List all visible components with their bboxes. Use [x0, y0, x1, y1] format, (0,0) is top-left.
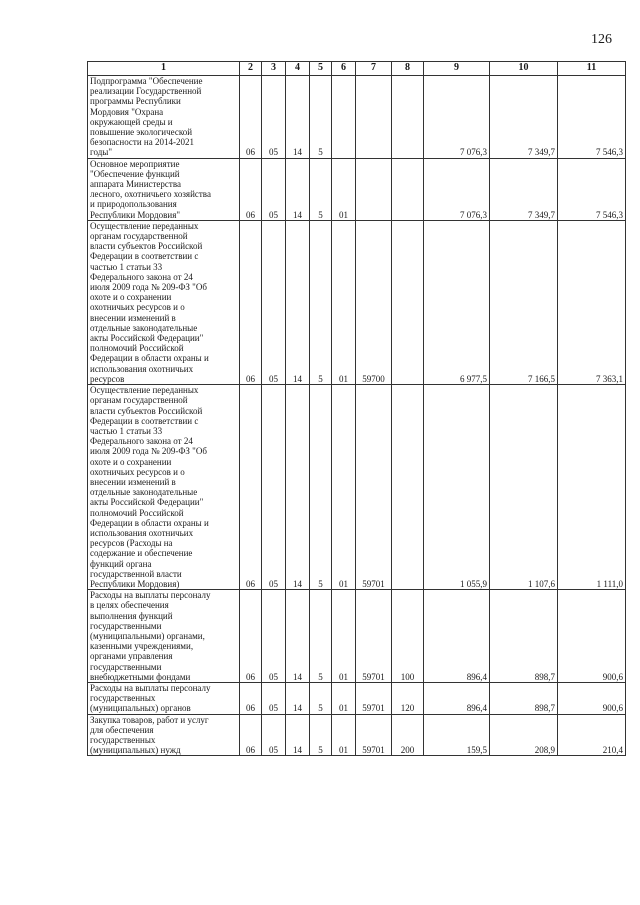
row-name: Расходы на выплаты персоналу государственных (муниципальных) органов	[88, 682, 240, 714]
cell-col-6	[332, 76, 356, 159]
cell-col-8: 120	[392, 682, 424, 714]
cell-col-11: 7 363,1	[558, 220, 626, 384]
cell-col-8	[392, 220, 424, 384]
cell-col-5: 5	[310, 682, 332, 714]
cell-col-3: 05	[262, 76, 286, 159]
header-col-5: 5	[310, 62, 332, 76]
cell-col-2: 06	[240, 714, 262, 756]
cell-col-2: 06	[240, 76, 262, 159]
cell-col-6: 01	[332, 385, 356, 590]
cell-col-6: 01	[332, 590, 356, 683]
cell-col-2: 06	[240, 590, 262, 683]
cell-col-10: 7 349,7	[490, 158, 558, 220]
table-row	[88, 682, 626, 714]
cell-col-2: 06	[240, 158, 262, 220]
cell-col-11: 210,4	[558, 714, 626, 756]
header-col-11: 11	[558, 62, 626, 76]
cell-col-5: 5	[310, 158, 332, 220]
header-col-7: 7	[356, 62, 392, 76]
cell-col-4: 14	[286, 385, 310, 590]
cell-col-5: 5	[310, 385, 332, 590]
cell-col-2: 06	[240, 220, 262, 384]
cell-col-9: 159,5	[424, 714, 490, 756]
cell-col-10: 7 166,5	[490, 220, 558, 384]
header-col-10: 10	[490, 62, 558, 76]
cell-col-4: 14	[286, 220, 310, 384]
cell-col-8	[392, 76, 424, 159]
cell-col-7	[356, 76, 392, 159]
cell-col-6: 01	[332, 220, 356, 384]
cell-col-2: 06	[240, 682, 262, 714]
cell-col-9: 896,4	[424, 590, 490, 683]
cell-col-3: 05	[262, 158, 286, 220]
cell-col-2: 06	[240, 385, 262, 590]
cell-col-3: 05	[262, 714, 286, 756]
cell-col-4: 14	[286, 590, 310, 683]
header-col-6: 6	[332, 62, 356, 76]
cell-col-9: 896,4	[424, 682, 490, 714]
cell-col-11: 7 546,3	[558, 76, 626, 159]
table-row	[88, 220, 626, 384]
cell-col-4: 14	[286, 714, 310, 756]
row-name: Осуществление переданных органам государственной власти субъектов Российской Федерации в соответствии с частью 1 статьи 33 Федерального закона от 24 июля 2009 года № 209-ФЗ "Об охоте и о сохранении охотничьих ресурсов и о внесении изменений в отдельные законодательные акты Российской Федерации" полномочий Российской Федерации в области охраны и использования охотничьих ресурсов	[88, 220, 240, 384]
header-col-4: 4	[286, 62, 310, 76]
header-col-3: 3	[262, 62, 286, 76]
cell-col-4: 14	[286, 76, 310, 159]
cell-col-5: 5	[310, 76, 332, 159]
cell-col-8: 100	[392, 590, 424, 683]
table-row	[88, 158, 626, 220]
budget-table	[87, 61, 626, 756]
page-number: 126	[591, 32, 612, 47]
cell-col-4: 14	[286, 682, 310, 714]
cell-col-10: 7 349,7	[490, 76, 558, 159]
cell-col-5: 5	[310, 714, 332, 756]
cell-col-10: 208,9	[490, 714, 558, 756]
cell-col-11: 900,6	[558, 590, 626, 683]
cell-col-5: 5	[310, 220, 332, 384]
cell-col-6: 01	[332, 682, 356, 714]
cell-col-9: 7 076,3	[424, 76, 490, 159]
cell-col-7	[356, 158, 392, 220]
cell-col-10: 898,7	[490, 590, 558, 683]
row-name: Расходы на выплаты персоналу в целях обеспечения выполнения функций государственными (муниципальными) органами, казенными учреждениями, органами управления государственными внебюджетными фондами	[88, 590, 240, 683]
table-row	[88, 385, 626, 590]
header-row	[88, 62, 626, 76]
cell-col-7: 59701	[356, 590, 392, 683]
cell-col-6: 01	[332, 158, 356, 220]
cell-col-9: 1 055,9	[424, 385, 490, 590]
cell-col-5: 5	[310, 590, 332, 683]
cell-col-3: 05	[262, 385, 286, 590]
cell-col-8	[392, 385, 424, 590]
cell-col-3: 05	[262, 590, 286, 683]
cell-col-7: 59701	[356, 714, 392, 756]
cell-col-8: 200	[392, 714, 424, 756]
header-col-9: 9	[424, 62, 490, 76]
cell-col-7: 59701	[356, 385, 392, 590]
cell-col-7: 59701	[356, 682, 392, 714]
row-name: Основное мероприятие "Обеспечение функций аппарата Министерства лесного, охотничьего хозяйства и природопользования Республики Мордовия"	[88, 158, 240, 220]
cell-col-10: 1 107,6	[490, 385, 558, 590]
cell-col-7: 59700	[356, 220, 392, 384]
cell-col-10: 898,7	[490, 682, 558, 714]
header-col-1: 1	[88, 62, 240, 76]
table-row	[88, 714, 626, 756]
cell-col-9: 7 076,3	[424, 158, 490, 220]
header-col-2: 2	[240, 62, 262, 76]
row-name: Осуществление переданных органам государственной власти субъектов Российской Федерации в соответствии с частью 1 статьи 33 Федерального закона от 24 июля 2009 года № 209-ФЗ "Об охоте и о сохранении охотничьих ресурсов и о внесении изменений в отдельные законодательные акты Российской Федерации" полномочий Российской Федерации в области охраны и использования охотничьих ресурсов (Расходы на содержание и обеспечение функций органа государственной власти Республики Мордовия)	[88, 385, 240, 590]
table-row	[88, 590, 626, 683]
cell-col-8	[392, 158, 424, 220]
cell-col-11: 1 111,0	[558, 385, 626, 590]
cell-col-11: 7 546,3	[558, 158, 626, 220]
cell-col-3: 05	[262, 220, 286, 384]
cell-col-3: 05	[262, 682, 286, 714]
cell-col-9: 6 977,5	[424, 220, 490, 384]
row-name: Закупка товаров, работ и услуг для обеспечения государственных (муниципальных) нужд	[88, 714, 240, 756]
header-col-8: 8	[392, 62, 424, 76]
cell-col-4: 14	[286, 158, 310, 220]
cell-col-6: 01	[332, 714, 356, 756]
cell-col-11: 900,6	[558, 682, 626, 714]
row-name: Подпрограмма "Обеспечение реализации Государственной программы Республики Мордовия "Охрана окружающей среды и повышение экологической безопасности на 2014-2021 годы"	[88, 76, 240, 159]
table-row	[88, 76, 626, 159]
